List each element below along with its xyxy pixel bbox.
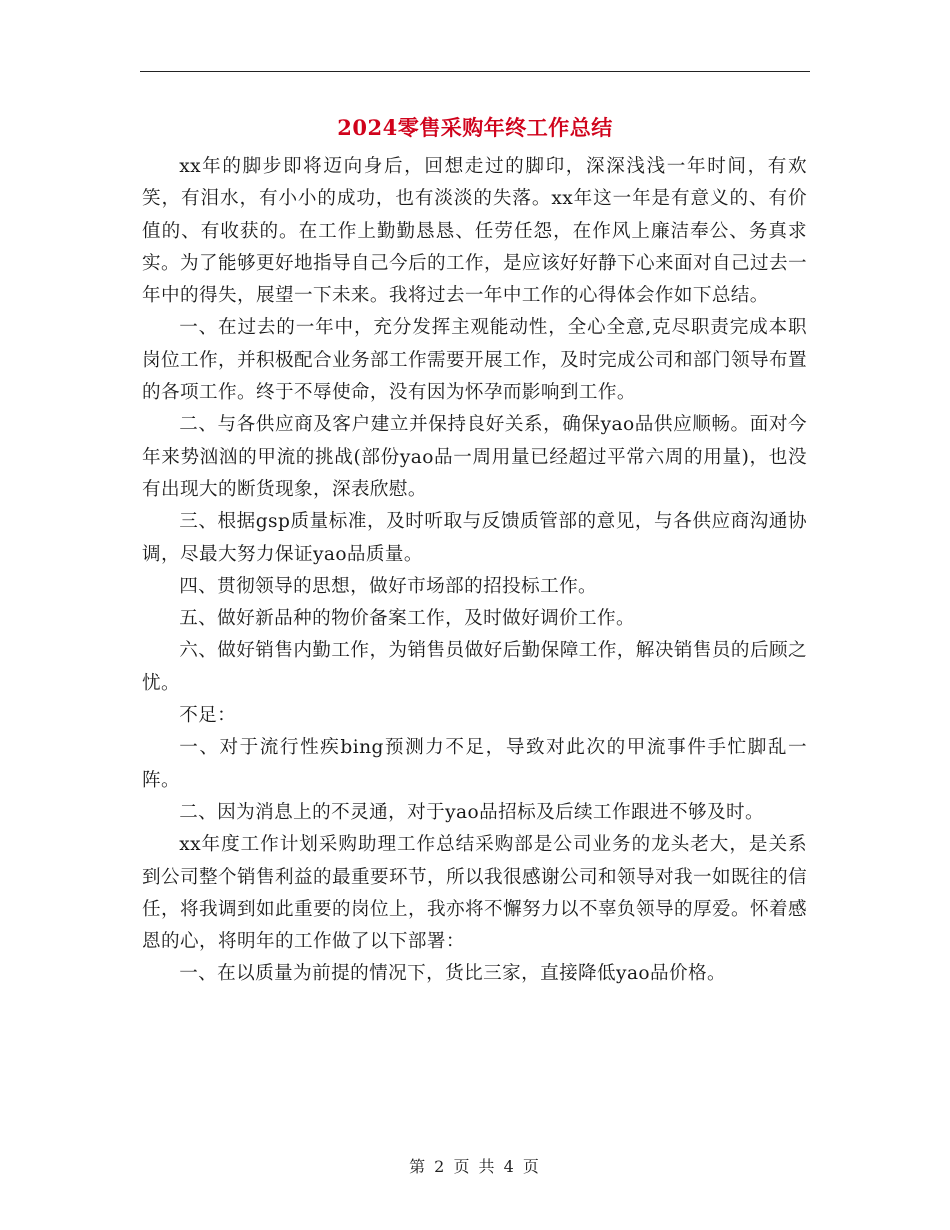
paragraph: 三、根据gsp质量标准，及时听取与反馈质管部的意见，与各供应商沟通协调，尽最大努力保证yao品质量。: [142, 511, 807, 565]
document-title: 2024零售采购年终工作总结: [337, 115, 613, 140]
paragraph: xx年度工作计划采购助理工作总结采购部是公司业务的龙头老大，是关系到公司整个销售利益的最重要环节，所以我很感谢公司和领导对我一如既往的信任，将我调到如此重要的岗位上，我亦将不懈努力以不辜负领导的厚爱。怀着感恩的心，将明年的工作做了以下部署：: [142, 834, 807, 953]
header-rule: [140, 71, 810, 72]
page-footer: 第 2 页 共 4 页: [409, 1157, 541, 1176]
paragraph: 四、贯彻领导的思想，做好市场部的招投标工作。: [179, 575, 598, 597]
document-body: [142, 151, 807, 991]
paragraph: 二、因为消息上的不灵通，对于yao品招标及后续工作跟进不够及时。: [179, 801, 764, 823]
paragraph: 一、对于流行性疾bing预测力不足，导致对此次的甲流事件手忙脚乱一阵。: [142, 737, 807, 791]
paragraph: 一、在以质量为前提的情况下，货比三家，直接降低yao品价格。: [179, 963, 727, 985]
paragraph: 六、做好销售内勤工作，为销售员做好后勤保障工作，解决销售员的后顾之忧。: [142, 640, 807, 694]
paragraph: 一、在过去的一年中，充分发挥主观能动性，全心全意,克尽职责完成本职岗位工作，并积极配合业务部工作需要开展工作，及时完成公司和部门领导布置的各项工作。终于不辱使命，没有因为怀孕而影响到工作。: [142, 317, 807, 404]
paragraph: xx年的脚步即将迈向身后，回想走过的脚印，深深浅浅一年时间，有欢笑，有泪水，有小小的成功，也有淡淡的失落。xx年这一年是有意义的、有价值的、有收获的。在工作上勤勤恳恳、任劳任怨，在作风上廉洁奉公、务真求实。为了能够更好地指导自己今后的工作，是应该好好静下心来面对自己过去一年中的得失，展望一下未来。我将过去一年中工作的心得体会作如下总结。: [142, 156, 807, 307]
paragraph: 不足：: [179, 705, 237, 727]
paragraph: 二、与各供应商及客户建立并保持良好关系，确保yao品供应顺畅。面对今年来势汹汹的甲流的挑战(部份yao品一周用量已经超过平常六周的用量)，也没有出现大的断货现象，深表欣慰。: [142, 414, 807, 500]
paragraph: 五、做好新品种的物价备案工作，及时做好调价工作。: [179, 608, 636, 630]
